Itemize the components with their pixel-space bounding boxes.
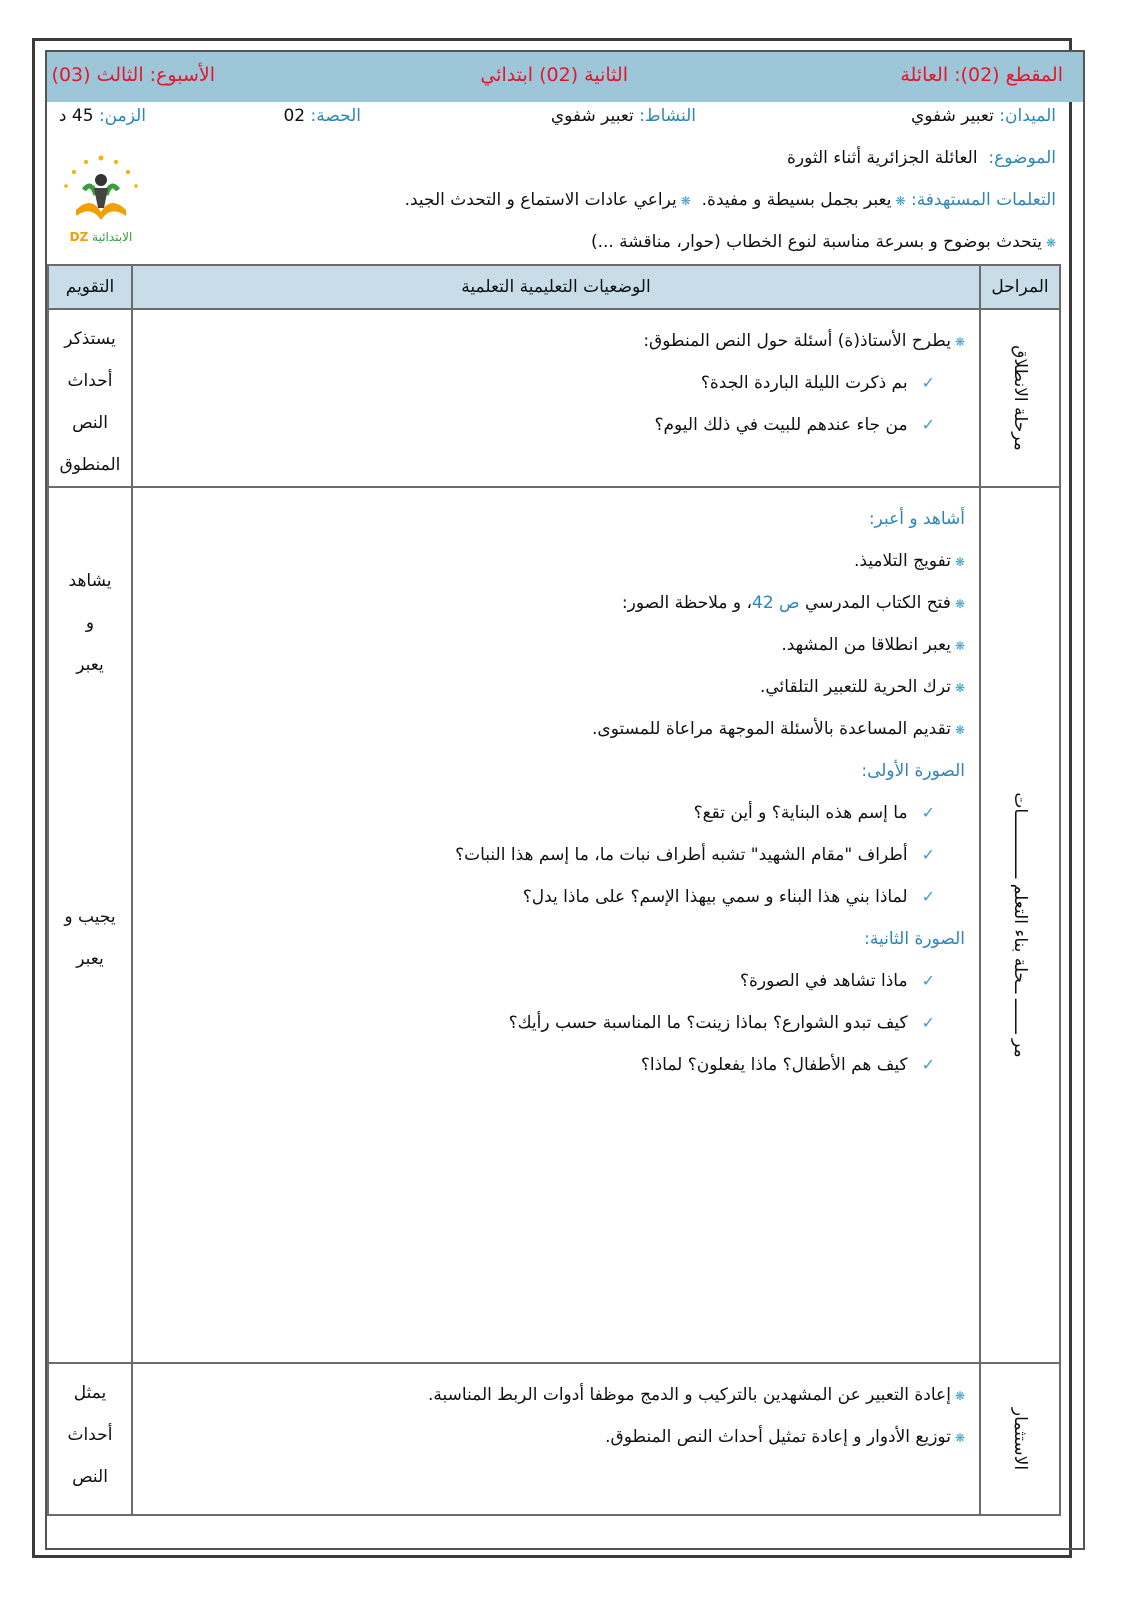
activity-line: [551, 106, 696, 126]
eval-line: يعبر: [76, 949, 104, 969]
col-situations: الوضعيات التعليمية التعلمية: [132, 265, 980, 309]
list-item: [133, 666, 965, 708]
activity-label: النشاط:: [639, 106, 696, 126]
stage-start: [980, 309, 1060, 487]
list-item: [133, 708, 965, 750]
eval-line: المنطوق: [59, 455, 121, 475]
list-item: [133, 320, 965, 362]
col-eval: التقويم: [48, 265, 132, 309]
snowflake-icon: ❋: [680, 194, 691, 208]
eval-line: يجيب و: [64, 907, 116, 927]
snowflake-icon: ❋: [954, 555, 965, 569]
snowflake-icon: ❋: [954, 1431, 965, 1445]
session-value: 02: [283, 106, 306, 126]
checkmark-icon: ✓: [921, 373, 935, 392]
logo-badge: DZ: [69, 230, 89, 244]
lesson-table: [47, 264, 1061, 1516]
eval-line: أحداث: [67, 371, 113, 391]
logo-text: الابتدائية: [92, 230, 133, 244]
checkmark-icon: ✓: [921, 845, 935, 864]
section-heading: الصورة الثانية:: [864, 929, 965, 949]
pic1-q2: أطراف "مقام الشهيد" تشبه أطراف نبات ما، ما إسم هذا النبات؟: [455, 845, 908, 865]
segment-title: المقطع (02): العائلة: [900, 64, 1063, 86]
checkmark-icon: ✓: [921, 415, 935, 434]
snowflake-icon: ❋: [1045, 236, 1056, 250]
topic-line: [787, 148, 1056, 168]
pic1-q1: ما إسم هذه البناية؟ و أين تقع؟: [693, 803, 908, 823]
list-item: [133, 1374, 965, 1416]
snowflake-icon: ❋: [954, 1389, 965, 1403]
domain-line: [911, 106, 1056, 126]
list-item: [133, 540, 965, 582]
pic1-q3: لماذا بني هذا البناء و سمي بيهذا الإسم؟ على ماذا يدل؟: [522, 887, 908, 907]
stage-start-content: [132, 309, 980, 487]
stage1-q2: من جاء عندهم للبيت في ذلك اليوم؟: [654, 415, 908, 435]
stage-build-content: [132, 487, 980, 1363]
stage-start-eval: [48, 309, 132, 487]
snowflake-icon: ❋: [954, 597, 965, 611]
stage-invest-content: [132, 1363, 980, 1515]
list-item: [133, 1416, 965, 1458]
pic2-q1: ماذا تشاهد في الصورة؟: [739, 971, 908, 991]
domain-label: الميدان:: [999, 106, 1056, 126]
checkmark-icon: ✓: [921, 887, 935, 906]
snowflake-icon: ❋: [954, 723, 965, 737]
session-label: الحصة:: [310, 106, 361, 126]
eval-line: يستذكر: [64, 329, 116, 349]
stage2-b2-post: ، و ملاحظة الصور:: [621, 593, 752, 613]
section-heading: أشاهد و أعبر:: [868, 509, 965, 529]
eval-line: يعبر: [76, 655, 104, 675]
checkmark-icon: ✓: [921, 803, 935, 822]
goals-label: التعلمات المستهدفة:: [910, 190, 1056, 210]
checkmark-icon: ✓: [921, 1055, 935, 1074]
list-item: [133, 362, 965, 404]
time-line: [59, 106, 146, 126]
eval-line: النص: [72, 1467, 108, 1487]
page-ref: ص 42: [752, 593, 800, 613]
eval-line: و: [85, 613, 95, 633]
section-heading: الصورة الأولى:: [861, 761, 965, 781]
goal-3: يتحدث بوضوح و بسرعة مناسبة لنوع الخطاب (حوار، مناقشة ...): [590, 232, 1042, 252]
stage2-b4: ترك الحرية للتعبير التلقائي.: [759, 677, 951, 697]
stage1-q1: بم ذكرت الليلة الباردة الجدة؟: [700, 373, 908, 393]
stage3-b2: توزيع الأدوار و إعادة تمثيل أحداث النص المنطوق.: [605, 1427, 951, 1447]
snowflake-icon: ❋: [954, 639, 965, 653]
eval-line: النص: [72, 413, 108, 433]
stage3-b1: إعادة التعبير عن المشهدين بالتركيب و الدمج موظفا أدوات الربط المناسبة.: [427, 1385, 951, 1405]
list-item: [133, 404, 965, 446]
school-logo: [56, 150, 146, 250]
list-item: [133, 960, 965, 1002]
goals-line: [405, 190, 1056, 210]
snowflake-icon: ❋: [954, 681, 965, 695]
grade-title: الثانية (02) ابتدائي: [480, 64, 628, 86]
time-value: 45 د: [58, 106, 94, 126]
eval-line: يمثل: [73, 1383, 107, 1403]
week-title: الأسبوع: الثالث (03): [51, 64, 215, 86]
stage-start-label: مرحلة الانطلاق: [1010, 345, 1030, 451]
eval-line: يشاهد: [68, 571, 112, 591]
domain-value: تعبير شفوي: [910, 106, 994, 126]
list-item: [133, 792, 965, 834]
list-item: [133, 624, 965, 666]
stage2-b2-pre: فتح الكتاب المدرسي: [805, 593, 951, 613]
logo-caption: [56, 230, 146, 244]
goal-1: يعبر بجمل بسيطة و مفيدة.: [701, 190, 892, 210]
stage-invest-label: الاستثمار: [1010, 1407, 1030, 1471]
time-label: الزمن:: [98, 106, 146, 126]
stage-invest-eval: [48, 1363, 132, 1515]
checkmark-icon: ✓: [921, 971, 935, 990]
stage2-b1: تفويج التلاميذ.: [853, 551, 951, 571]
stage-build: [980, 487, 1060, 1363]
header-bar: [47, 52, 1083, 102]
list-item: [133, 1044, 965, 1086]
topic-label: الموضوع:: [988, 148, 1056, 168]
stage2-b3: يعبر انطلاقا من المشهد.: [781, 635, 951, 655]
stage-invest: [980, 1363, 1060, 1515]
checkmark-icon: ✓: [921, 1013, 935, 1032]
eval-line: أحداث: [67, 1425, 113, 1445]
session-line: [283, 106, 361, 126]
activity-value: تعبير شفوي: [550, 106, 634, 126]
goal3-line: [591, 232, 1056, 252]
stage1-intro: يطرح الأستاذ(ة) أسئلة حول النص المنطوق:: [643, 331, 951, 351]
col-stages: المراحل: [980, 265, 1060, 309]
list-item: [133, 582, 965, 624]
topic-value: العائلة الجزائرية أثناء الثورة: [786, 148, 978, 168]
goal-2: يراعي عادات الاستماع و التحدث الجيد.: [404, 190, 677, 210]
list-item: [133, 876, 965, 918]
list-item: [133, 834, 965, 876]
stage-build-label: مر ـــــــ ــحلة بناء التعلم ـــــــــــــات: [1010, 792, 1030, 1058]
pic2-q3: كيف هم الأطفال؟ ماذا يفعلون؟ لماذا؟: [640, 1055, 908, 1075]
snowflake-icon: ❋: [954, 335, 965, 349]
stage2-b5: تقديم المساعدة بالأسئلة الموجهة مراعاة للمستوى.: [592, 719, 951, 739]
list-item: [133, 1002, 965, 1044]
stage-build-eval: [48, 487, 132, 1363]
pic2-q2: كيف تبدو الشوارع؟ بماذا زينت؟ ما المناسبة حسب رأيك؟: [508, 1013, 908, 1033]
snowflake-icon: ❋: [895, 194, 906, 208]
